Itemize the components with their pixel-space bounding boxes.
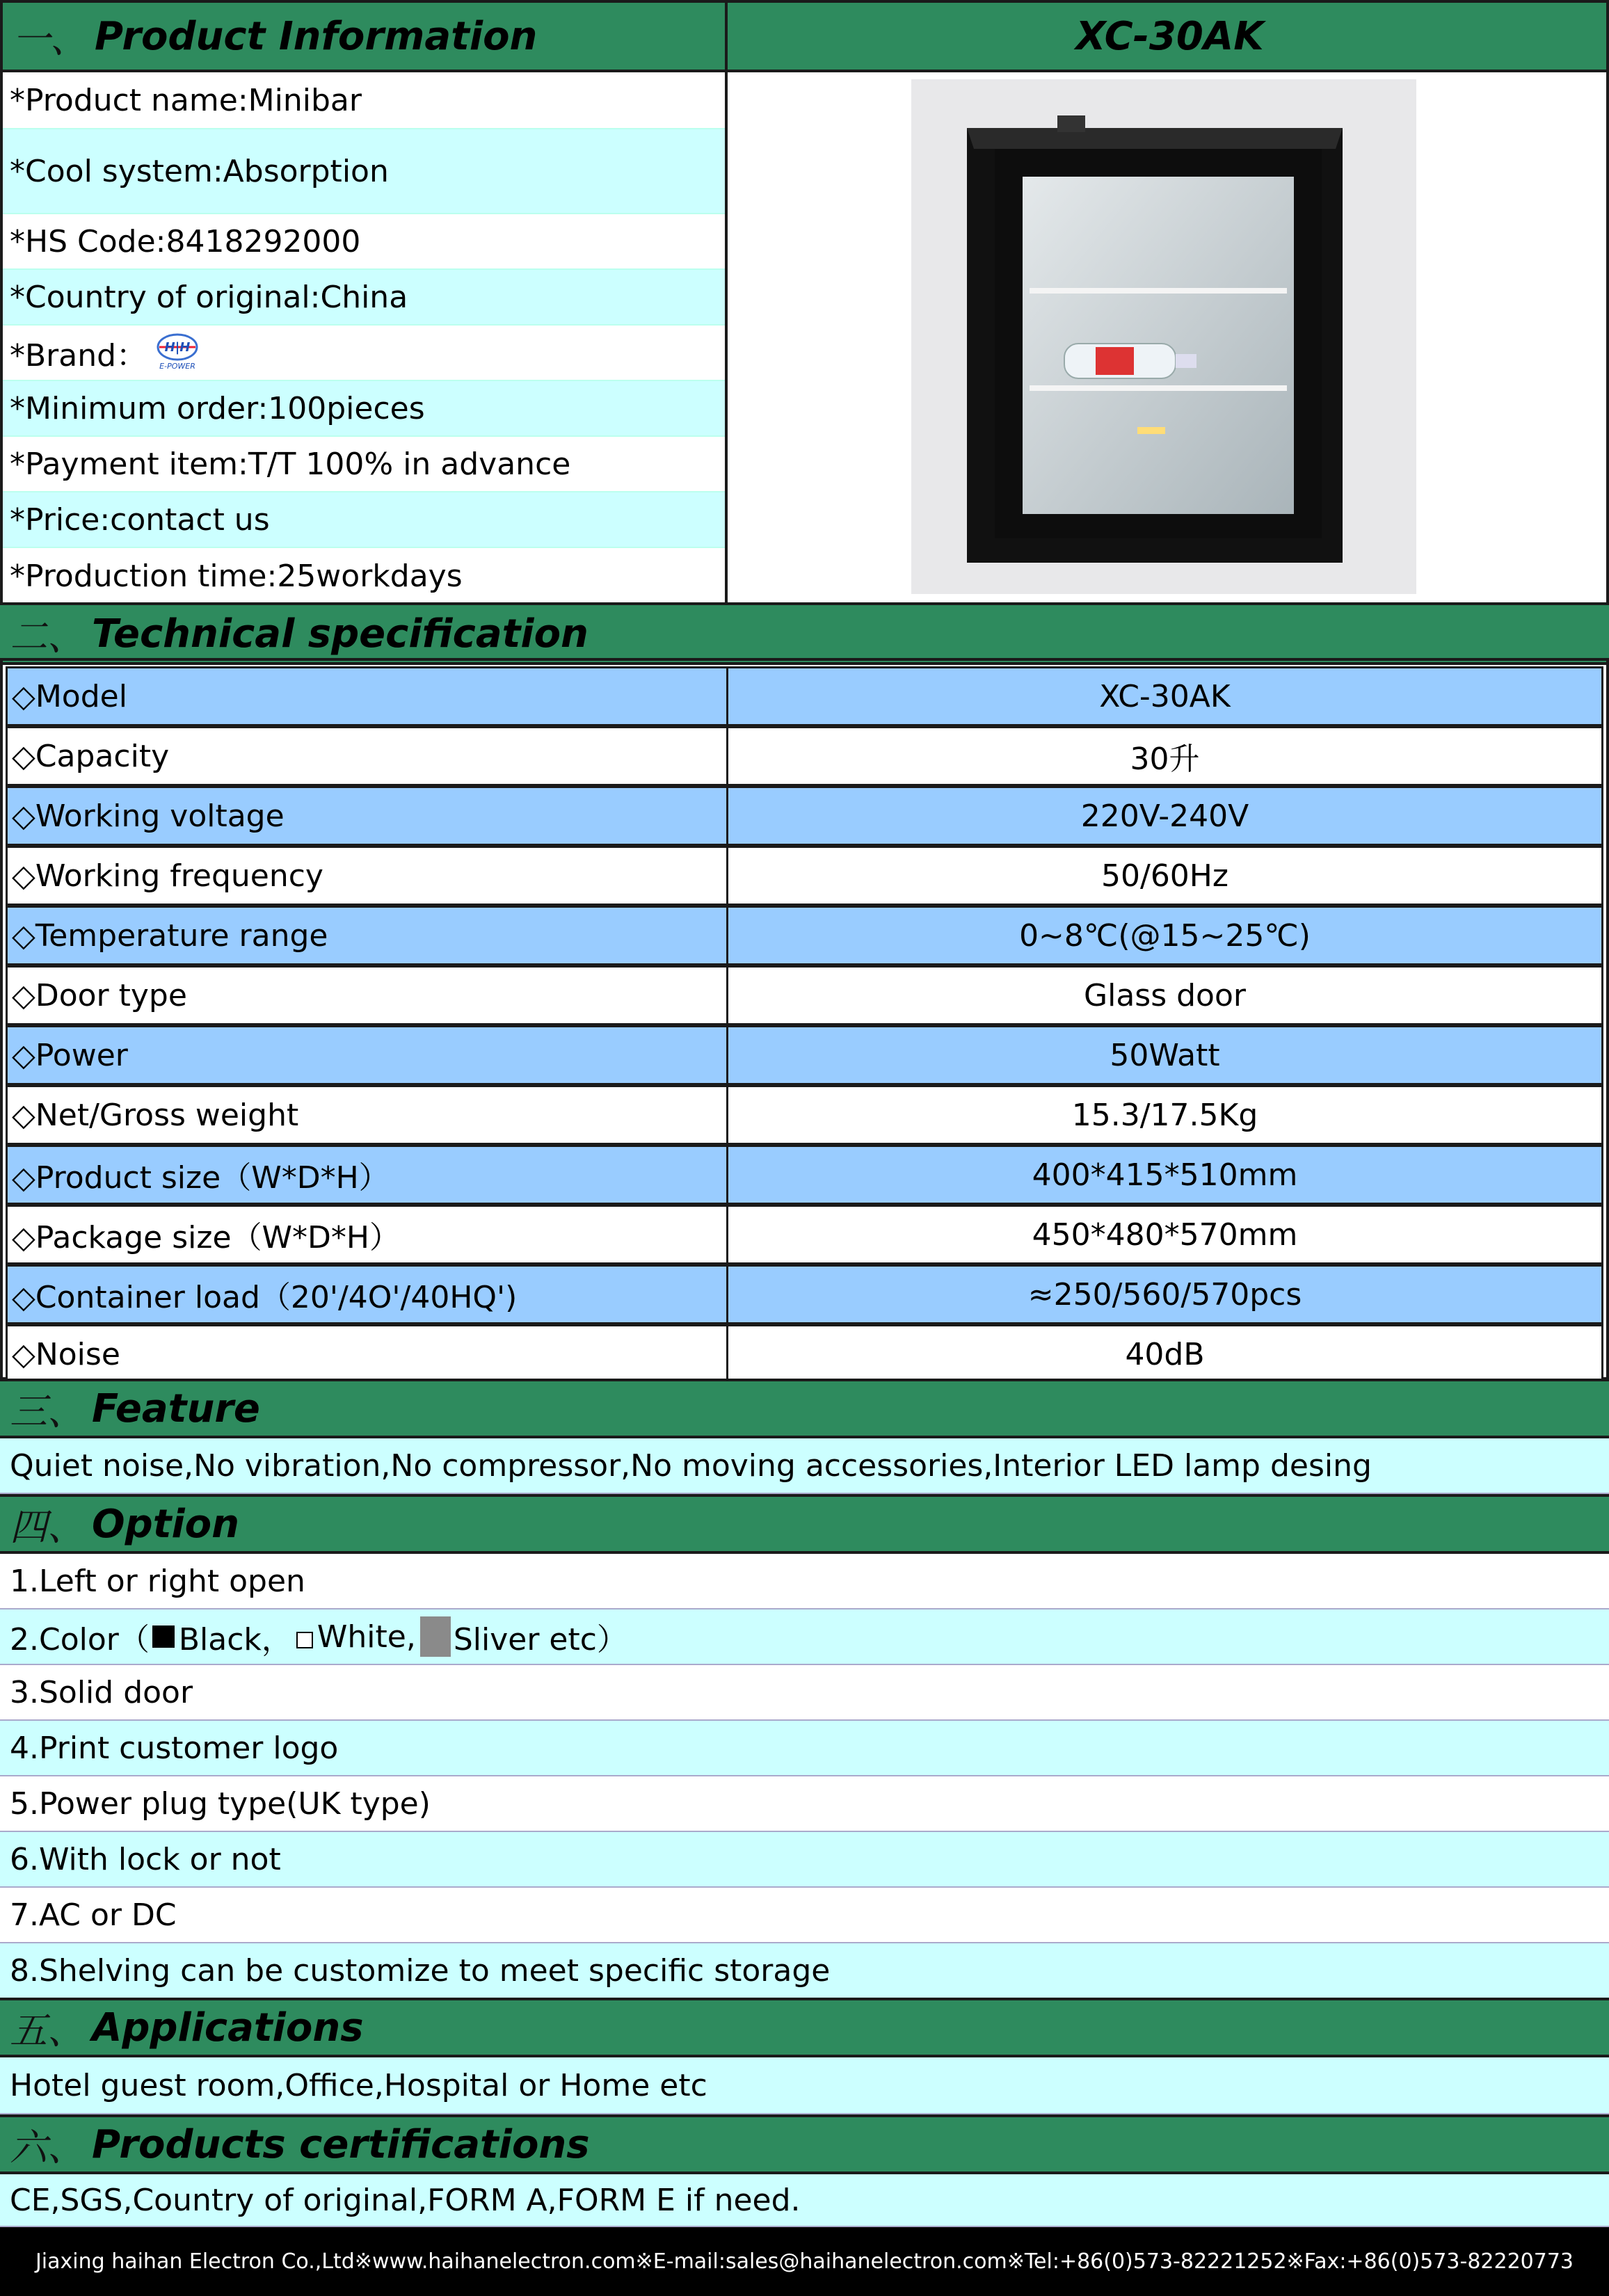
applications-text: Hotel guest room,Office,Hospital or Home etc (10, 2067, 707, 2103)
product-information-header (0, 0, 1609, 72)
info-text: *Brand： (10, 338, 147, 374)
option-text: 3.Solid door (10, 1674, 193, 1710)
info-row-price (3, 492, 725, 548)
spec-value: 400*415*510mm (1032, 1157, 1298, 1193)
spec-key: ◇Package size（W*D*H） (8, 1207, 728, 1262)
section-title: Applications (92, 2005, 364, 2050)
option-text: White, (317, 1619, 416, 1655)
option-item (0, 1832, 1609, 1888)
spec-key: ◇Working frequency (8, 848, 728, 904)
spec-row (6, 846, 1603, 906)
spec-row (6, 726, 1603, 786)
spec-value: 0~8℃(@15~25℃) (1019, 917, 1311, 954)
svg-text:E-POWER: E-POWER (159, 362, 195, 371)
spec-value: 30升 (1130, 741, 1200, 777)
section-number: 四、 (10, 1504, 85, 1549)
spec-row (6, 1265, 1603, 1324)
spec-row (6, 1205, 1603, 1265)
spec-key: ◇Door type (8, 968, 728, 1023)
spec-key: ◇Product size（W*D*H） (8, 1147, 728, 1203)
model-header: XC-30AK (1075, 13, 1264, 59)
column-divider (725, 0, 728, 605)
spec-key: ◇Model (8, 668, 728, 724)
section-title: Option (92, 1501, 239, 1547)
spec-value: 40dB (1125, 1336, 1205, 1372)
product-info-list (3, 72, 725, 604)
product-photo (911, 79, 1416, 594)
certifications-text-row (0, 2174, 1609, 2227)
option-text: Sliver etc） (453, 1622, 627, 1657)
spec-row (6, 1085, 1603, 1145)
option-item-color (0, 1609, 1609, 1665)
spec-row (6, 1324, 1603, 1384)
spec-key: ◇Power (8, 1027, 728, 1083)
option-text: 7.AC or DC (10, 1897, 177, 1933)
section-number: 一、 (13, 17, 88, 61)
spec-row (6, 965, 1603, 1025)
info-text: *HS Code:8418292000 (10, 223, 361, 259)
spec-key: ◇Capacity (8, 728, 728, 784)
info-text: *Payment item:T/T 100% in advance (10, 446, 571, 482)
spec-row (6, 786, 1603, 846)
footer-contact (0, 2227, 1609, 2296)
spec-key: ◇Container load（20'/4O'/40HQ') (8, 1267, 728, 1322)
info-text: *Minimum order:100pieces (10, 390, 425, 426)
option-header (0, 1494, 1609, 1554)
info-row-hs-code (3, 214, 725, 270)
applications-text-row (0, 2057, 1609, 2114)
section-number: 六、 (10, 2125, 85, 2169)
option-text: 4.Print customer logo (10, 1730, 339, 1766)
info-row-production-time (3, 548, 725, 604)
spec-key: ◇Noise (8, 1326, 728, 1382)
section-number: 五、 (10, 2008, 85, 2053)
info-row-product-name (3, 72, 725, 129)
spec-value: 220V-240V (1080, 798, 1249, 834)
option-text: 1.Left or right open (10, 1563, 305, 1599)
applications-header (0, 1998, 1609, 2057)
spec-value: 50/60Hz (1101, 858, 1228, 894)
section-title: Product Information (95, 13, 538, 59)
spec-value: Glass door (1084, 977, 1246, 1013)
info-row-country (3, 270, 725, 326)
option-text: 8.Shelving can be customize to meet specific storage (10, 1952, 831, 1989)
spec-row (6, 1145, 1603, 1205)
section-number: 二、 (10, 614, 85, 659)
spec-key: ◇Working voltage (8, 788, 728, 844)
spec-value: XC-30AK (1099, 678, 1231, 714)
spec-key: ◇Temperature range (8, 908, 728, 963)
svg-text:H|H: H|H (164, 340, 191, 355)
info-text: *Production time:25workdays (10, 558, 463, 594)
info-text: *Cool system:Absorption (10, 153, 389, 189)
info-text: *Country of original:China (10, 279, 408, 315)
option-item (0, 1554, 1609, 1609)
silver-swatch (420, 1616, 451, 1657)
section-title: Technical specification (92, 611, 589, 657)
spec-row (6, 666, 1603, 726)
spec-value: 15.3/17.5Kg (1071, 1097, 1258, 1133)
spec-value: ≈250/560/570pcs (1027, 1276, 1302, 1312)
spec-row (6, 1025, 1603, 1085)
section-title: Products certifications (92, 2121, 590, 2167)
brand-logo (151, 330, 204, 375)
black-swatch (152, 1625, 175, 1648)
option-item (0, 1888, 1609, 1943)
option-text: Black， (178, 1622, 292, 1657)
footer-text: Jiaxing haihan Electron Co.,Ltd※www.haihanelectron.com※E-mail:sales@haihanelectron.com※Tel:+86(0)573-82221252※Fax:+86(0)573-82220773 (35, 2249, 1574, 2274)
feature-header (0, 1379, 1609, 1438)
certifications-text: CE,SGS,Country of original,FORM A,FORM E if need. (10, 2182, 801, 2218)
info-row-brand (3, 326, 725, 381)
option-text: 5.Power plug type(UK type) (10, 1785, 431, 1822)
section-number: 三、 (10, 1389, 85, 1434)
section-title: Feature (92, 1386, 260, 1431)
product-information-section (0, 0, 1609, 605)
option-item (0, 1665, 1609, 1721)
feature-text-row (0, 1438, 1609, 1494)
info-text: *Price:contact us (10, 501, 270, 538)
technical-specification-header (0, 602, 1609, 665)
certifications-header (0, 2114, 1609, 2174)
spec-value: 450*480*570mm (1032, 1217, 1298, 1253)
info-text: *Product name:Minibar (10, 82, 362, 118)
option-item (0, 1721, 1609, 1776)
white-swatch (296, 1632, 313, 1648)
option-text: 2.Color（ (10, 1622, 150, 1657)
option-item (0, 1776, 1609, 1832)
spec-key: ◇Net/Gross weight (8, 1087, 728, 1143)
option-item (0, 1943, 1609, 1999)
option-text: 6.With lock or not (10, 1841, 281, 1877)
info-row-cool-system (3, 129, 725, 214)
spec-value: 50Watt (1110, 1037, 1220, 1073)
feature-text: Quiet noise,No vibration,No compressor,No moving accessories,Interior LED lamp desing (10, 1447, 1372, 1484)
info-row-payment (3, 437, 725, 492)
info-row-minimum-order (3, 381, 725, 437)
spec-row (6, 906, 1603, 965)
